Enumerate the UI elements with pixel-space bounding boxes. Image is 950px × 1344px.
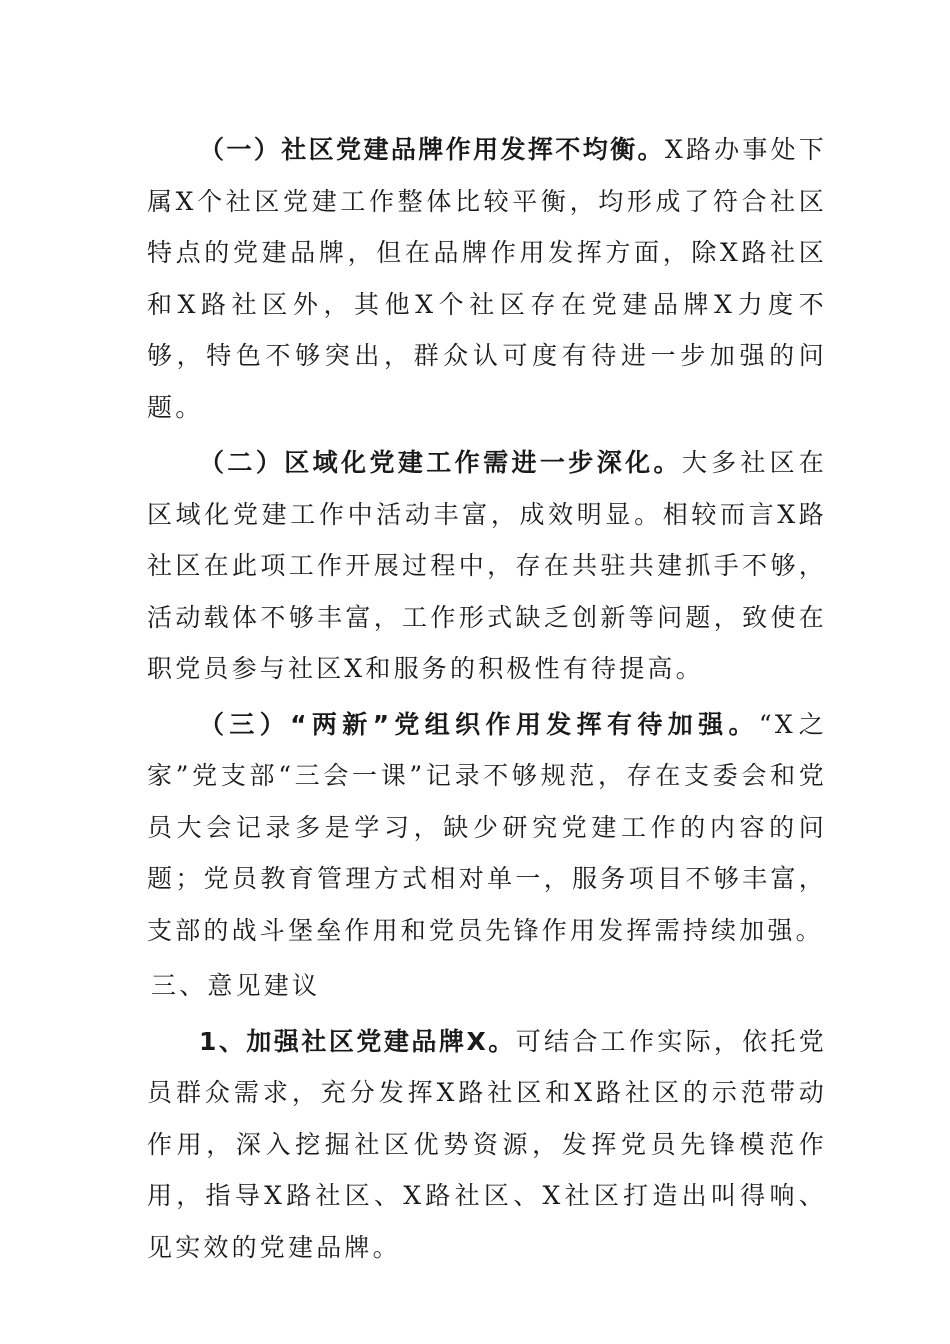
document-page [147,124,827,1273]
paragraph-heading: （三）“两新”党组织作用发挥有待加强。 [199,709,759,739]
paragraph-body: “X之家”党支部“三会一课”记录不够规范，存在支委会和党员大会记录多是学习，缺少研究党建工作的内容的问题；党员教育管理方式相对单一，服务项目不够丰富，支部的战斗堡垒作用和党员先锋作用发挥需持续加强。 [147,709,827,945]
paragraph-two-new-organizations [147,699,827,957]
paragraph-body: X路办事处下属X个社区党建工作整体比较平衡，均形成了符合社区特点的党建品牌，但在品牌作用发挥方面，除X路社区和X路社区外，其他X个社区存在党建品牌X力度不够，特色不够突出，群众认可度有待进一步加强的问题。 [147,135,827,422]
paragraph-body: 大多社区在区域化党建工作中活动丰富，成效明显。相较而言X路社区在此项工作开展过程中，存在共驻共建抓手不够，活动载体不够丰富，工作形式缺乏创新等问题，致使在职党员参与社区X和服务的积极性有待提高。 [147,448,827,683]
section-title-text: 三、意见建议 [151,971,321,1000]
paragraph-brand-imbalance [147,124,827,433]
paragraph-suggestion-brand [147,1016,827,1274]
paragraph-heading: （二）区域化党建工作需进一步深化。 [199,448,682,477]
paragraph-regional-party-building [147,437,827,695]
paragraph-body: 可结合工作实际，依托党员群众需求，充分发挥X路社区和X路社区的示范带动作用，深入挖掘社区优势资源，发挥党员先锋模范作用，指导X路社区、X路社区、X社区打造出叫得响、见实效的党建品牌。 [147,1026,827,1262]
section-title [147,960,827,1012]
paragraph-heading: （一）社区党建品牌作用发挥不均衡。 [199,135,665,164]
paragraph-heading: 1、加强社区党建品牌X。 [199,1026,516,1056]
